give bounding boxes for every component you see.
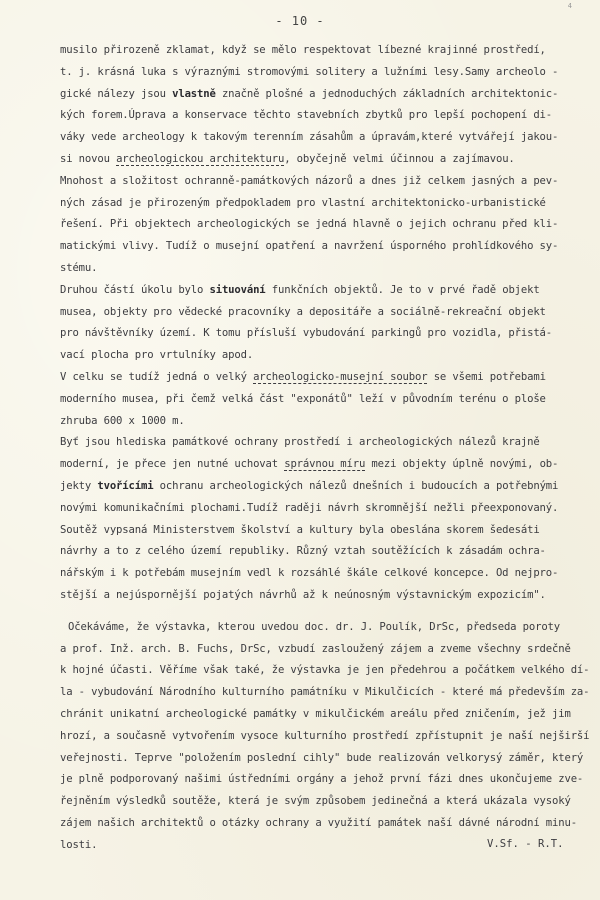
text-run: nářským i k potřebám musejním vedl k rozsáhlé škále celkové koncepce. Od nejpro- xyxy=(60,567,559,580)
text-line xyxy=(60,617,580,639)
text-run: je plně podporovaný našimi ústředními orgány a jehož první fázi dnes ukončujeme zve- xyxy=(60,773,584,786)
text-line xyxy=(60,40,580,62)
text-run: k hojné účasti. Věříme však také, že výstavka je jen předehrou a počátkem velkého dí- xyxy=(60,664,590,677)
text-run: novými komunikačními plochami.Tudíž raději návrh skromnější nežli přeexponovaný. xyxy=(60,501,559,514)
text-run: t. j. krásná luka s výraznými stromovými solitery a lužními lesy.Samy archeolo - xyxy=(60,65,559,78)
underlined-phrase: správnou míru xyxy=(284,458,366,471)
text-line xyxy=(60,323,580,345)
body-text xyxy=(60,40,590,856)
text-run: jekty xyxy=(60,479,98,492)
text-line xyxy=(60,236,580,258)
text-line xyxy=(60,748,584,770)
text-run: musea, objekty pro vědecké pracovníky a depositáře a sociálně-rekreační objekt xyxy=(60,305,546,318)
text-line xyxy=(60,769,584,791)
text-line xyxy=(60,813,580,835)
text-run: moderní, je přece jen nutné uchovat xyxy=(60,458,285,471)
text-line xyxy=(60,639,580,661)
paragraph xyxy=(60,432,580,606)
paragraph xyxy=(60,367,580,432)
text-line xyxy=(60,127,580,149)
text-run: Soutěž vypsaná Ministerstvem školství a kultury byla obeslána skorem šedesáti xyxy=(60,523,540,536)
text-line xyxy=(60,302,580,324)
text-line xyxy=(60,726,590,748)
text-line xyxy=(60,704,580,726)
text-run: značně plošné a jednoduchých základních architektonic- xyxy=(215,87,559,100)
text-line xyxy=(60,432,580,454)
text-run: kých forem.Úprava a konservace těchto stavebních zbytků pro lepší pochopení di- xyxy=(60,109,553,122)
text-line xyxy=(60,476,580,498)
text-run: Druhou částí úkolu bylo xyxy=(60,283,210,296)
paragraph xyxy=(60,280,580,367)
text-run: Mnohost a složitost ochranně-památkových názorů a dnes již celkem jasných a pev- xyxy=(60,174,559,187)
text-line xyxy=(60,258,580,280)
paragraph xyxy=(60,40,580,171)
text-run: mezi objekty úplně novými, ob- xyxy=(365,458,559,471)
emphasized-word: tvořícími xyxy=(97,479,154,492)
text-run: řešení. Při objektech archeologických se jedná hlavně o jejich ochranu před kli- xyxy=(60,218,559,231)
text-run: stější a nejúspornější pojatých návrhů až k neúnosným výstavnickým expozicím". xyxy=(60,588,546,601)
text-line xyxy=(60,171,580,193)
text-line xyxy=(60,563,580,585)
text-run: la - vybudování Národního kulturního památníku v Mikulčicích - které má především za- xyxy=(60,686,590,699)
text-line xyxy=(60,345,580,367)
text-line xyxy=(60,62,580,84)
text-run: ochranu archeologických nálezů dnešních i budoucích a potřebnými xyxy=(153,479,559,492)
text-line xyxy=(60,585,580,607)
text-run: musilo přirozeně zklamat, když se mělo respektovat líbezné krajinné prostředí, xyxy=(60,44,546,56)
text-run: váky vede archeology k takovým terenním zásahům a úpravám,které vytvářejí jakou- xyxy=(60,131,559,144)
text-run: gické nálezy jsou xyxy=(60,87,173,100)
text-run: funkčních objektů. Je to v prvé řadě objekt xyxy=(265,283,540,296)
text-run: hrozí, a současně vytvořením vysoce kulturního prostředí zpřístupnit je naší nejširší xyxy=(60,729,590,742)
text-line xyxy=(60,105,580,127)
text-run: pro návštěvníky území. K tomu přísluší vybudování parkingů pro vozidla, přistá- xyxy=(60,327,553,340)
text-line xyxy=(60,411,580,433)
text-run: a prof. Inž. arch. B. Fuchs, DrSc, vzbudí zasloužený zájem a zveme všechny srdečně xyxy=(60,642,571,655)
text-line xyxy=(60,193,580,215)
text-line xyxy=(60,541,580,563)
corner-mark: 4 xyxy=(567,2,572,10)
text-line xyxy=(60,84,580,106)
emphasized-word: vlastně xyxy=(172,87,216,100)
text-run: stému. xyxy=(60,261,98,274)
text-line xyxy=(60,389,580,411)
text-run: řejněním výsledků soutěže, která je svým způsobem jedinečná a která ukázala vysoký xyxy=(60,795,571,808)
text-run: Byť jsou hlediska památkové ochrany prostředí i archeologických nálezů krajně xyxy=(60,436,540,449)
text-run: se všemi potřebami xyxy=(427,370,546,383)
text-line xyxy=(60,149,580,171)
text-line xyxy=(60,791,580,813)
text-run: V celku se tudíž jedná o velký xyxy=(60,370,254,383)
text-run: návrhy a to z celého území republiky. Různý vztah soutěžících k zásadám ochra- xyxy=(60,545,546,558)
underlined-phrase: archeologicko-musejní soubor xyxy=(253,370,428,383)
text-line xyxy=(60,660,590,682)
text-run: , obyčejně velmi účinnou a zajímavou. xyxy=(284,152,515,165)
text-line xyxy=(60,520,580,542)
text-run: losti. xyxy=(60,838,98,851)
paragraph xyxy=(60,617,590,857)
signature: V.Sf. - R.T. xyxy=(487,838,564,850)
text-line xyxy=(60,682,590,704)
text-line xyxy=(60,454,580,476)
text-line xyxy=(60,498,580,520)
text-run: matickými vlivy. Tudíž o musejní opatření a navržení úsporného prohlídkového sy- xyxy=(60,240,559,253)
text-run: chránit unikatní archeologické památky v mikulčickém areálu před zničením, jež jim xyxy=(60,707,571,720)
page-number: - 10 - xyxy=(275,14,325,28)
text-run: ných zásad je přirozeným předpokladem pro vlastní architektonicko-urbanistické xyxy=(60,196,546,209)
emphasized-word: situování xyxy=(209,283,266,296)
text-line xyxy=(60,367,580,389)
underlined-phrase: archeologickou architekturu xyxy=(116,152,285,165)
text-run: si novou xyxy=(60,152,117,165)
text-run: veřejnosti. Teprve "položením poslední cihly" bude realizován velkorysý záměr, který xyxy=(60,751,584,764)
text-run: vací plocha pro vrtulníky apod. xyxy=(60,349,254,362)
paragraph-gap xyxy=(60,607,580,617)
text-line xyxy=(60,280,580,302)
text-run: zhruba 600 x 1000 m. xyxy=(60,414,185,427)
text-run: moderního musea, při čemž velká část "exponátů" leží v původním terénu o ploše xyxy=(60,392,546,405)
text-run: zájem našich architektů o otázky ochrany a využití památek naší dávné národní minu- xyxy=(60,816,577,829)
text-line xyxy=(60,214,580,236)
text-run: Očekáváme, že výstavka, kterou uvedou doc. dr. J. Poulík, DrSc, předseda poroty xyxy=(68,620,561,633)
paragraph xyxy=(60,171,580,280)
